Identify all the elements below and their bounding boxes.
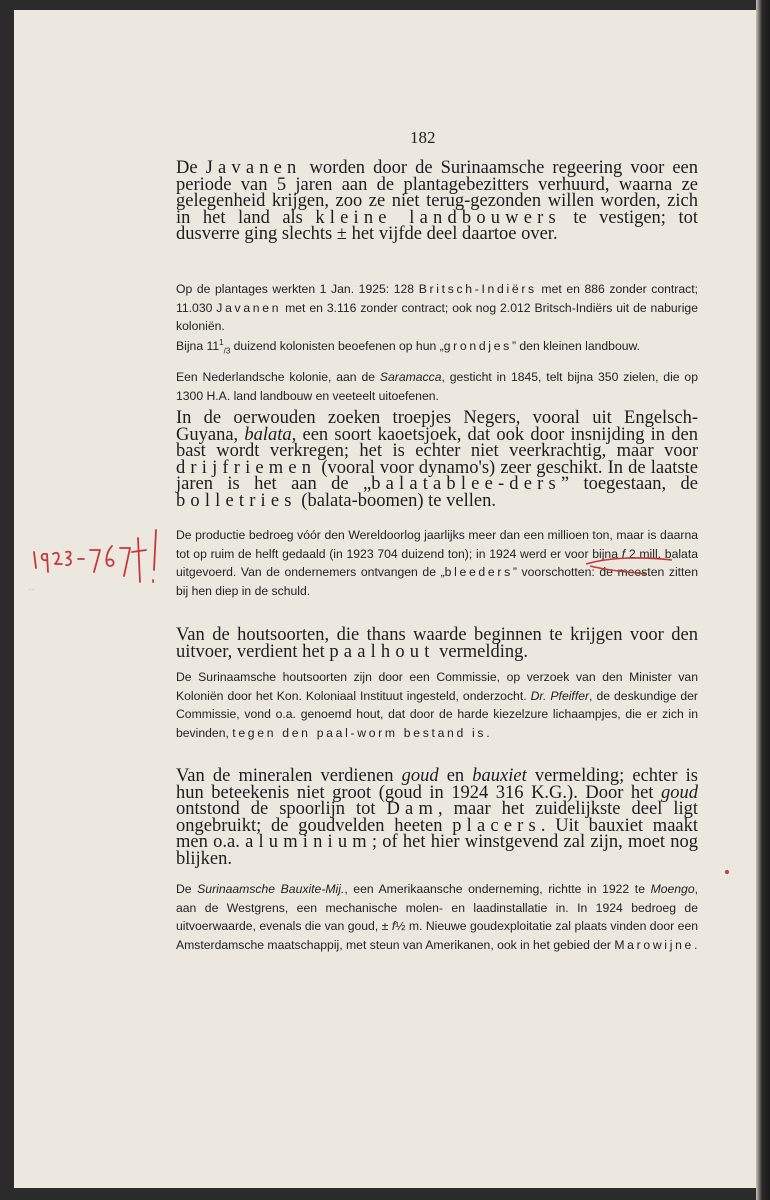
footnote-bauxite: De Surinaamsche Bauxite-Mij., een Amerikaansche onderneming, richtte in 1922 te Moengo, aan de Westgrens, een mechanische molen- en laadinstallatie in. In 1924 bedroeg de uitvoerwaarde, evenals die van goud, ± f½ m. Nieuwe goudexploitatie zal plaats vinden door een Amsterdamsche maatschappij, met steun van Amerikanen, ook in het gebied der Marowijne. <box>176 882 698 952</box>
paragraph-javanen: De Javanen worden door de Surinaamsche regeering voor een periode van 5 jaren aan de plantagebezitters verhuurd, waarna ze gelegenheid krijgen, zoo ze niet terug-gezonden willen worden, zich in het land als kleine landbouwers te vestigen; tot dusverre ging slechts ± het vijfde deel daartoe over. <box>176 158 698 245</box>
footnote-kolonisten: Bijna $11^1_{/3}$ duizend kolonisten beoefenen op hun „grondjes” den kleinen landbouw. <box>176 338 641 356</box>
footnote-commissie: De Surinaamsche houtsoorten zijn door een Commissie, op verzoek van den Minister van Koloniën door het Kon. Koloniaal Instituut ingesteld, onderzocht. Dr. Pfeiffer, de deskundige der Commissie, vond o.a. genoemd hout, dat door de harde kiezelzure lichaampjes, die er zich in bevinden, tegen den paal-worm bestand is. <box>176 670 698 740</box>
footnote-productie: De productie bedroeg vóór den Wereldoorlog jaarlijks meer dan een millioen ton, maar is daarna tot op ruim de helft gedaald (in 1923 704 duizend ton); in 1924 werd er voor bijna f 2 mill. balata uitgevoerd. Van de ondernemers ontvangen de „bleeders” voorschotten: de meesten zitten bij hen diep in de schuld. <box>176 528 698 598</box>
footnote-saramacca: Een Nederlandsche kolonie, aan de Saramacca, gesticht in 1845, telt bijna 350 zielen, die op 1300 H.A. land landbouw en veeteelt uitoefenen. <box>176 370 698 403</box>
annotation-text: 1923 - 767 t! <box>28 590 35 591</box>
book-gutter <box>756 0 770 1200</box>
pen-underline-mark <box>586 552 676 576</box>
page-number: 182 <box>410 128 436 147</box>
paragraph-mineralen: Van de mineralen verdienen goud en bauxiet vermelding; echter is hun beteekenis niet groot (goud in 1924 316 K.G.). Door het goud ontstond de spoorlijn tot Dam, maar het zuidelijkste deel ligt ongebruikt; de goudvelden heeten placers. Uit bauxiet maakt men o.a. aluminium; of het hier winstgevend zal zijn, moet nog blijken. <box>176 766 699 869</box>
footnote-plantages: Op de plantages werkten 1 Jan. 1925: 128 Britsch-Indiërs met en 886 zonder contract; 11.030 Javanen met en 3.116 zonder contract; ook nog 2.012 Britsch-Indiërs uit de naburige koloniën. <box>176 282 698 334</box>
paragraph-balata: In de oerwouden zoeken troepjes Negers, vooral uit Engelsch-Guyana, balata, een soort kaoetsjoek, dat ook door insnijding in den bast wordt verkregen; het is echter niet veerkrachtig, maar voor drijfriemen (vooral voor dynamo's) zeer geschikt. In de laatste jaren is het aan de „balatablee-ders” toegestaan, de bolletries (balata-boomen) te vellen. <box>176 408 698 511</box>
paragraph-houtsoorten: Van de houtsoorten, die thans waarde beginnen te krijgen voor den uitvoer, verdient het paalhout vermelding. <box>176 625 698 662</box>
red-dot-mark <box>725 870 729 874</box>
handwritten-annotation <box>28 522 170 592</box>
